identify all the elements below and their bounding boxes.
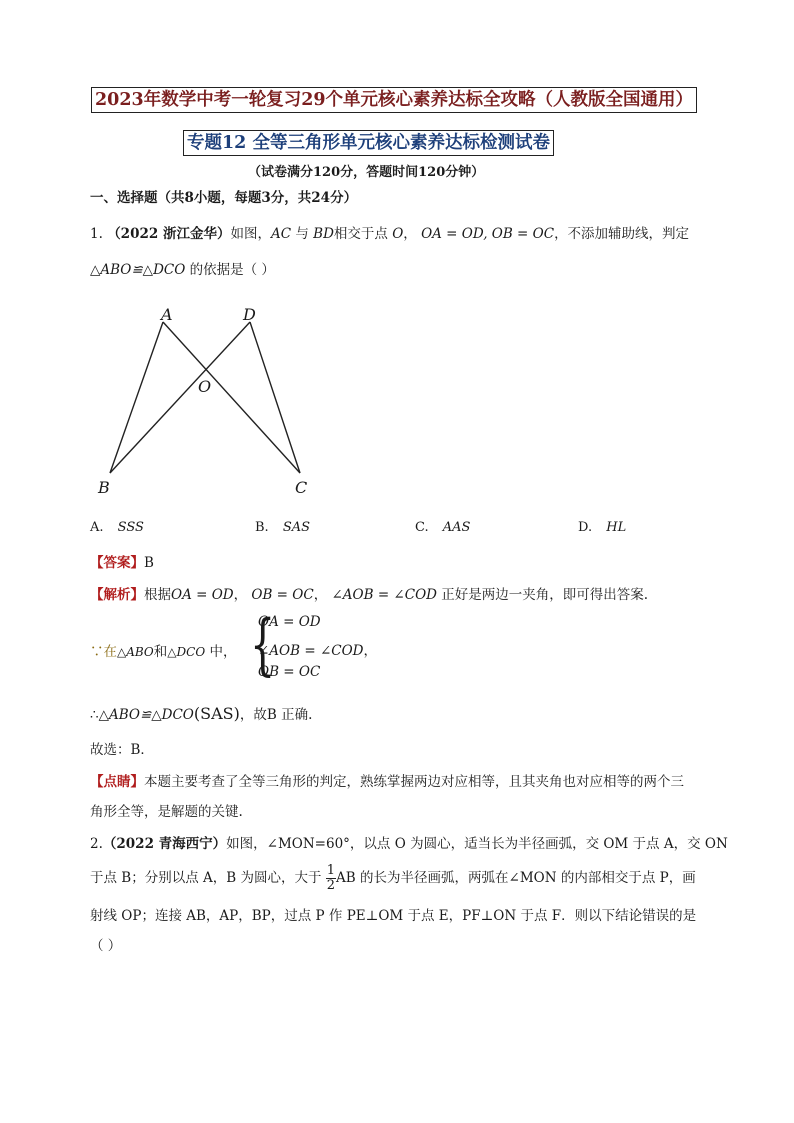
label-c: C [295, 478, 308, 497]
conclusion-math: △ABO≌△DCO [98, 707, 194, 723]
option-key: C. [415, 520, 429, 535]
segment-ab [110, 322, 163, 473]
label-d: D [243, 305, 256, 324]
q1-choose: 故选：B． [90, 742, 154, 758]
option-value: AAS [442, 520, 471, 535]
q2-line1 [90, 832, 728, 852]
fraction-denominator: 2 [326, 878, 336, 893]
conclusion-text: ，故B 正确. [239, 707, 313, 723]
answer-tag: 【答案】 [90, 555, 144, 571]
brace-line-2 [258, 639, 377, 659]
comment-text: 本题主要考查了全等三角形的判定，熟练掌握两边对应相等，且其夹角也对应相等的两个三 [144, 774, 684, 790]
analysis-math: ∠AOB = ∠COD [331, 587, 437, 603]
triangle-abo: △ABO [117, 645, 154, 659]
label-a: A [161, 305, 173, 324]
segment-db [110, 322, 250, 473]
answer-value: B [144, 555, 154, 571]
because-text: ∵在 [90, 644, 117, 660]
option-value: HL [606, 520, 627, 535]
brace-tail: ， [363, 643, 377, 659]
q1-condition: OA = OD, OB = OC [421, 226, 555, 242]
analysis-text: 正好是两边一夹角，即可得出答案. [441, 587, 649, 603]
q1-therefore [90, 703, 312, 723]
q1-because [90, 640, 236, 660]
analysis-text: 根据 [144, 587, 171, 603]
option-key: D. [578, 520, 593, 535]
section-heading: 一、选择题（共8小题，每题3分，共24分） [90, 190, 358, 206]
document-title: 2023年数学中考一轮复习29个单元核心素养达标全攻略（人教版全国通用） [91, 87, 697, 113]
brace-math: ∠AOB = ∠COD [258, 643, 364, 659]
q1-analysis [90, 583, 648, 603]
q1-question: 的依据是（ ） [189, 262, 275, 278]
q2-text: AB 的长为半径画弧，两弧在∠MON 的内部相交于点 P，画 [336, 870, 696, 886]
q1-seg-bd: BD [313, 226, 334, 242]
segment-dc [250, 322, 300, 473]
q2-line2 [90, 864, 696, 893]
exam-note: （试卷满分120分，答题时间120分钟） [248, 165, 485, 180]
triangle-dco: △DCO [167, 645, 206, 659]
half-fraction [326, 864, 336, 893]
option-value: SSS [117, 520, 144, 535]
q1-congruence: △ABO≌△DCO [90, 262, 186, 278]
q2-number: 2. [90, 836, 103, 852]
q1-seg-ac: AC [270, 226, 292, 242]
q1-text: 与 [295, 226, 309, 242]
q1-text: ， [403, 226, 417, 242]
analysis-math: OA = OD [171, 587, 234, 603]
brace-line-3: OB = OC [258, 664, 321, 680]
analysis-text: ， [233, 587, 248, 603]
q2-text: 如图，∠MON=60°，以点 O 为圆心，适当长为半径画弧，交 OM 于点 A，交 ON [226, 836, 728, 852]
q1-point-o: O [392, 226, 404, 242]
q1-text: 相交于点 [333, 226, 388, 242]
analysis-tag: 【解析】 [90, 587, 144, 603]
q1-line1 [90, 222, 689, 242]
brace-line-1: OA = OD [258, 614, 321, 630]
document-subtitle: 专题12 全等三角形单元核心素养达标检测试卷 [183, 130, 554, 156]
q1-answer [90, 551, 154, 571]
q2-source: （2022 青海西宁） [102, 836, 227, 852]
q1-comment-line1 [90, 770, 684, 790]
q2-text: 于点 B；分别以点 A，B 为圆心，大于 [90, 870, 322, 886]
label-o: O [198, 377, 212, 396]
q2-line4: （ ） [90, 938, 122, 954]
option-d[interactable] [578, 520, 626, 535]
q1-comment-line2: 角形全等，是解题的关键. [90, 804, 243, 820]
option-b[interactable] [255, 520, 310, 535]
q1-text: 如图， [230, 226, 271, 242]
conclusion-reason: (SAS) [193, 704, 240, 723]
q1-figure [90, 300, 330, 505]
q1-text: ，不添加辅助线，判定 [554, 226, 690, 242]
analysis-math: OB = OC [251, 587, 314, 603]
left-brace: { [250, 606, 276, 683]
fraction-numerator: 1 [326, 863, 336, 878]
q1-source: （2022 浙江金华） [107, 226, 231, 242]
comment-tag: 【点睛】 [90, 774, 144, 790]
and-text: 和 [153, 644, 168, 660]
analysis-text: ， [313, 587, 328, 603]
q1-number: 1. [90, 226, 103, 242]
in-text: 中， [209, 644, 237, 660]
option-key: A. [90, 520, 104, 535]
option-key: B. [255, 520, 269, 535]
option-c[interactable] [415, 520, 470, 535]
q1-line2 [90, 258, 275, 278]
option-a[interactable] [90, 520, 144, 535]
therefore-symbol: ∴ [90, 707, 99, 723]
segment-ac [163, 322, 300, 473]
q2-line3: 射线 OP；连接 AB，AP，BP，过点 P 作 PE⊥OM 于点 E，PF⊥ON 于点 F．则以下结论错误的是 [90, 908, 697, 924]
option-value: SAS [282, 520, 311, 535]
label-b: B [98, 478, 110, 497]
